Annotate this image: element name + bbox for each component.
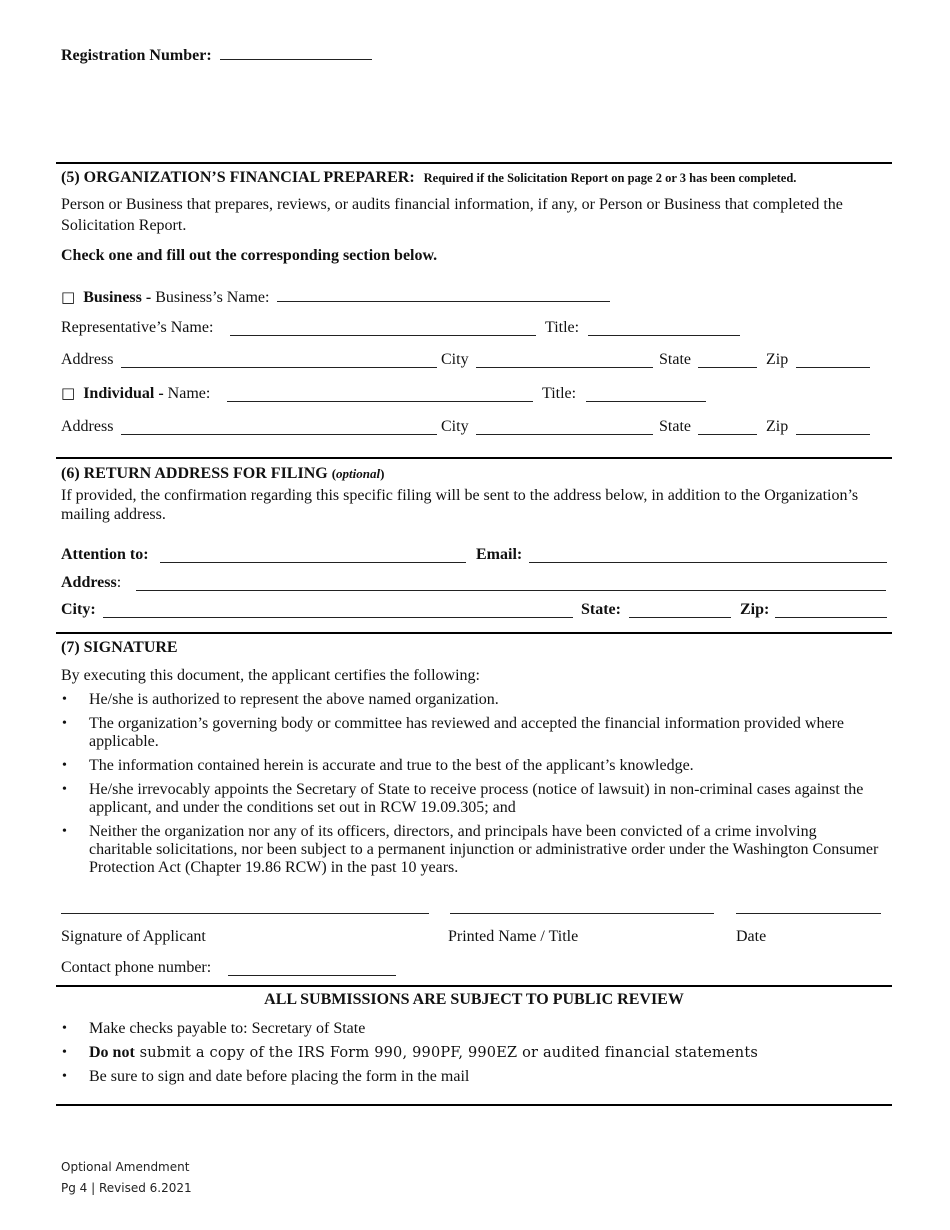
return-address-label: Address: [61, 574, 117, 591]
section-6-top-rule: [56, 457, 892, 459]
optional-label: optional: [336, 466, 381, 481]
public-review-top-rule: [56, 985, 892, 987]
individual-row: [61, 385, 210, 403]
individual-title-label: Title:: [542, 385, 577, 402]
return-city-label: City:: [61, 601, 96, 618]
email-label: Email:: [476, 546, 523, 563]
individual-city-label: City: [441, 418, 469, 435]
do-not-submit-text: submit a copy of the IRS Form 990, 990PF, 990EZ or audited financial statements: [134, 1045, 758, 1061]
certification-bullet: •: [62, 692, 67, 707]
return-zip-label: Zip:: [740, 601, 770, 618]
business-label: Business -: [83, 289, 152, 306]
instruction-checks-payable: Make checks payable to: Secretary of State: [89, 1020, 366, 1037]
certification-bullet: •: [62, 824, 67, 839]
return-state-label: State:: [581, 601, 621, 618]
public-review-bottom-rule: [56, 1104, 892, 1106]
certification-item: He/she irrevocably appoints the Secretary of State to receive process (notice of lawsuit) in non-criminal cases against the applicant, and under the conditions set out in RCW 19.09.305; and: [89, 781, 864, 816]
certification-bullet: •: [62, 716, 67, 731]
business-zip-field[interactable]: [796, 353, 870, 368]
individual-title-field[interactable]: [586, 387, 706, 402]
business-title-label: Title:: [545, 319, 580, 336]
instruction-bullet: •: [62, 1021, 67, 1036]
printed-name-label: Printed Name / Title: [448, 928, 579, 945]
business-name-field[interactable]: [277, 287, 610, 302]
return-address-field[interactable]: [136, 576, 886, 591]
section-6-header: [61, 465, 384, 483]
business-checkbox[interactable]: □: [61, 288, 76, 306]
individual-zip-label: Zip: [766, 418, 789, 435]
registration-number-label: Registration Number:: [61, 47, 212, 64]
section-5-title: (5) ORGANIZATION’S FINANCIAL PREPARER:: [61, 169, 415, 186]
individual-name-field[interactable]: [227, 387, 533, 402]
attention-field[interactable]: [160, 548, 466, 563]
email-field[interactable]: [529, 548, 887, 563]
individual-state-field[interactable]: [698, 420, 757, 435]
business-state-field[interactable]: [698, 353, 757, 368]
return-address-colon: :: [116, 574, 122, 591]
individual-address-label: Address: [61, 418, 114, 435]
registration-number-row: [61, 45, 372, 65]
certification-bullet: •: [62, 758, 67, 773]
business-address-label: Address: [61, 351, 114, 368]
signature-label: Signature of Applicant: [61, 928, 206, 945]
representative-name-label: Representative’s Name:: [61, 319, 214, 336]
instruction-sign-and-date: Be sure to sign and date before placing the form in the mail: [89, 1068, 470, 1085]
individual-checkbox[interactable]: □: [61, 384, 76, 402]
instruction-do-not-submit: [89, 1044, 758, 1062]
business-city-label: City: [441, 351, 469, 368]
individual-address-field[interactable]: [121, 420, 437, 435]
section-5-header: [61, 169, 796, 187]
individual-label: Individual -: [83, 385, 164, 402]
instruction-bullet: •: [62, 1045, 67, 1060]
business-state-label: State: [659, 351, 691, 368]
optional-open-paren: (: [331, 466, 337, 481]
business-address-field[interactable]: [121, 353, 437, 368]
individual-state-label: State: [659, 418, 691, 435]
section-5-note: Required if the Solicitation Report on page 2 or 3 has been completed.: [423, 171, 797, 185]
certification-item: The organization’s governing body or committee has reviewed and accepted the financial information provided where applicable.: [89, 715, 844, 750]
section-6-title: (6) RETURN ADDRESS FOR FILING: [61, 465, 328, 482]
public-review-heading: ALL SUBMISSIONS ARE SUBJECT TO PUBLIC REVIEW: [264, 991, 684, 1008]
return-city-field[interactable]: [103, 603, 573, 618]
certification-bullet: •: [62, 782, 67, 797]
footer-page-info: Pg 4 | Revised 6.2021: [61, 1181, 192, 1195]
section-5-instruction: Check one and fill out the corresponding section below.: [61, 247, 438, 264]
individual-name-label: Name:: [167, 385, 211, 402]
contact-phone-label: Contact phone number:: [61, 959, 212, 976]
business-zip-label: Zip: [766, 351, 789, 368]
business-row: [61, 287, 610, 307]
do-not-emphasis: Do not: [89, 1044, 135, 1061]
section-5-top-rule: [56, 162, 892, 164]
return-zip-field[interactable]: [775, 603, 887, 618]
printed-name-field[interactable]: [450, 913, 714, 914]
individual-zip-field[interactable]: [796, 420, 870, 435]
footer-form-name: Optional Amendment: [61, 1160, 190, 1174]
section-7-title: (7) SIGNATURE: [61, 639, 178, 656]
business-name-label: Business’s Name:: [155, 289, 270, 306]
section-7-top-rule: [56, 632, 892, 634]
section-6-description: If provided, the confirmation regarding this specific filing will be sent to the address below, in addition to the Organization’s mailing address.: [61, 487, 859, 523]
representative-name-field[interactable]: [230, 321, 536, 336]
attention-label: Attention to:: [61, 546, 149, 563]
certification-item: He/she is authorized to represent the above named organization.: [89, 691, 499, 708]
optional-close-paren: ): [380, 466, 385, 481]
section-7-intro: By executing this document, the applicant certifies the following:: [61, 667, 480, 684]
business-title-field[interactable]: [588, 321, 740, 336]
contact-phone-field[interactable]: [228, 961, 396, 976]
registration-number-field[interactable]: [220, 45, 372, 60]
return-state-field[interactable]: [629, 603, 731, 618]
section-5-description: Person or Business that prepares, reviews, or audits financial information, if any, or Person or Business that completed the Solicitation Report.: [61, 196, 843, 234]
date-label: Date: [736, 928, 767, 945]
certification-item: Neither the organization nor any of its officers, directors, and principals have been convicted of a crime involving charitable solicitations, nor been subject to a permanent injunction or administrative order under the Washington Consumer Protection Act (Chapter 19.86 RCW) in the past 10 years.: [89, 823, 879, 876]
business-city-field[interactable]: [476, 353, 653, 368]
certification-item: The information contained herein is accurate and true to the best of the applicant’s knowledge.: [89, 757, 694, 774]
date-field[interactable]: [736, 913, 881, 914]
individual-city-field[interactable]: [476, 420, 653, 435]
instruction-bullet: •: [62, 1069, 67, 1084]
return-address-label-row: [61, 574, 121, 592]
signature-field[interactable]: [61, 913, 429, 914]
